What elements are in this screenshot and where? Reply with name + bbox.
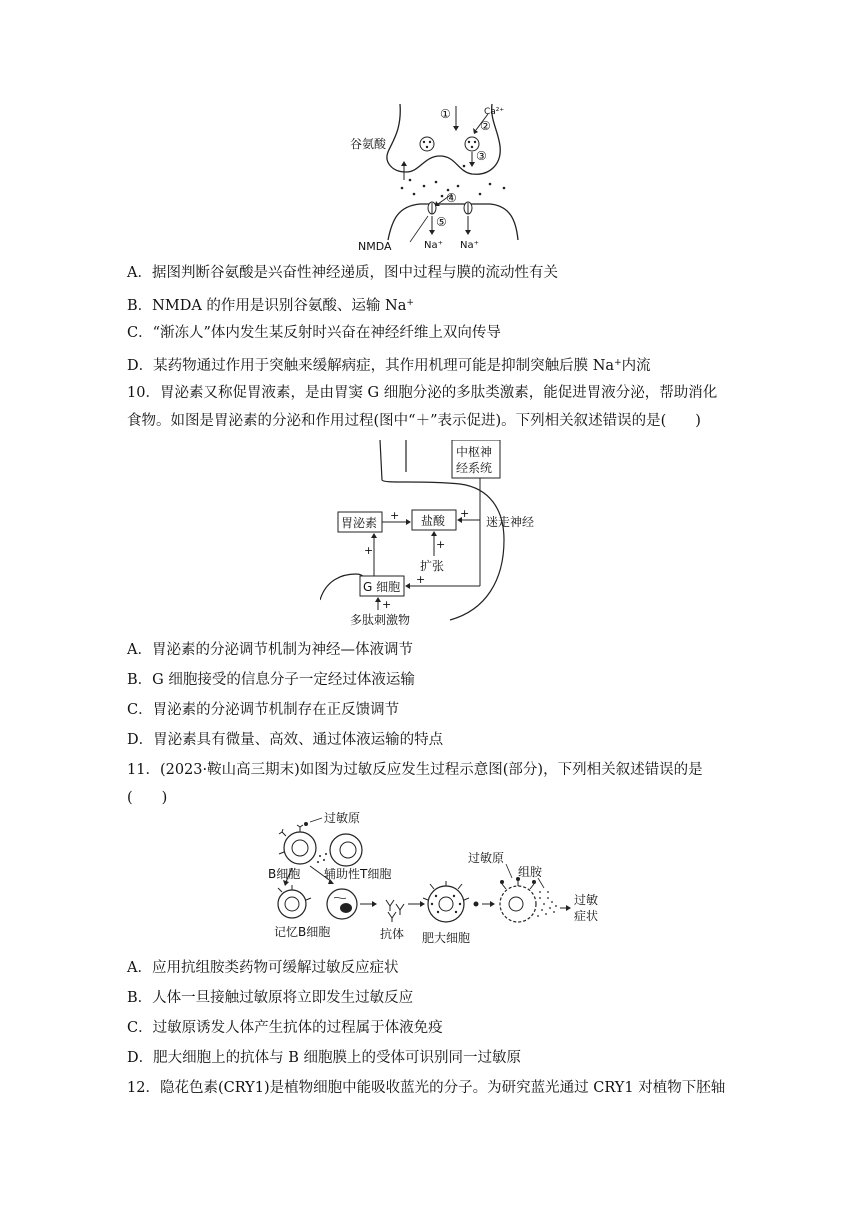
- activated-mast-cell: [500, 886, 536, 922]
- q11-option-c: C．过敏原诱发人体产生抗体的过程属于体液免疫: [127, 1020, 443, 1036]
- vesicle: [420, 137, 434, 151]
- label-step-5: ⑤: [436, 215, 447, 229]
- label-allergen-2: 过敏原: [468, 851, 505, 865]
- label-plus: +: [364, 544, 374, 557]
- allergy-diagram: [262, 812, 602, 954]
- q11-option-d: D．肥大细胞上的抗体与 B 细胞膜上的受体可识别同一过敏原: [127, 1050, 521, 1066]
- label-symptom-1: 过敏: [574, 893, 599, 907]
- gastrin-diagram: [320, 440, 550, 630]
- q10-option-a: A．胃泌素的分泌调节机制为神经—体液调节: [127, 642, 413, 658]
- label-plus: +: [382, 598, 392, 611]
- q9-option-b-sup: +: [406, 298, 414, 308]
- q11-option-a: A．应用抗组胺类药物可缓解过敏反应症状: [127, 960, 399, 976]
- q10-option-c: C．胃泌素的分泌调节机制存在正反馈调节: [127, 702, 400, 718]
- label-allergen-top: 过敏原: [324, 812, 361, 825]
- q9-option-b-text: B．NMDA 的作用是识别谷氨酸、运输 Na: [127, 298, 407, 314]
- label-step-4: ④: [446, 191, 457, 205]
- q10-stem-line-2: 食物。如图是胃泌素的分泌和作用过程(图中“＋”表示促进)。下列相关叙述错误的是( ): [127, 413, 701, 429]
- label-nmda: NMDA: [358, 240, 392, 253]
- label-mast-cell: 肥大细胞: [422, 931, 471, 945]
- q10-option-b: B．G 细胞接受的信息分子一定经过体液运输: [127, 672, 415, 688]
- b-cell: [284, 832, 316, 864]
- q11-stem-line-2: ( ): [127, 790, 168, 806]
- q9-option-a: A．据图判断谷氨酸是兴奋性神经递质，图中过程与膜的流动性有关: [127, 265, 558, 281]
- q9-option-d-text: D．某药物通过作用于突触来缓解病症，其作用机理可能是抑制突触后膜 Na: [127, 358, 615, 374]
- label-vagus: 迷走神经: [486, 515, 535, 529]
- q11-stem-line-1: 11．(2023·鞍山高三期末)如图为过敏反应发生过程示意图(部分)，下列相关叙述错误的是: [127, 762, 703, 778]
- label-gcell: G 细胞: [363, 580, 401, 594]
- q9-option-b: [127, 293, 414, 316]
- memory-b-cell: [278, 890, 306, 918]
- label-symptom-2: 症状: [574, 909, 599, 923]
- plasma-cell: [327, 889, 357, 919]
- label-cns-2: 经系统: [456, 461, 493, 475]
- q9-option-c: C．“渐冻人”体内发生某反射时兴奋在神经纤维上双向传导: [127, 325, 501, 341]
- label-plus: +: [436, 538, 446, 551]
- label-hcl: 盐酸: [421, 514, 446, 528]
- label-na-1: Na⁺: [424, 240, 443, 251]
- label-helper-t: 辅助性T细胞: [324, 867, 392, 881]
- label-plus: +: [390, 509, 400, 522]
- q9-option-d-tail: 内流: [621, 358, 651, 374]
- q9-option-d: [127, 353, 651, 376]
- label-memory-b: 记忆B细胞: [274, 925, 331, 939]
- label-b-cell: B细胞: [268, 867, 301, 881]
- label-na-2: Na⁺: [460, 240, 479, 251]
- label-step-1: ①: [440, 107, 451, 121]
- label-antibody: 抗体: [380, 927, 405, 941]
- label-step-3: ③: [476, 149, 487, 163]
- label-step-2: ②: [480, 119, 491, 133]
- label-histamine: 组胺: [518, 865, 543, 879]
- label-plus: +: [416, 573, 426, 586]
- mast-cell: [428, 886, 464, 922]
- helper-t-cell: [330, 834, 362, 866]
- label-ca: Ca²⁺: [484, 107, 505, 117]
- q12-stem-line-1: 12．隐花色素(CRY1)是植物细胞中能吸收蓝光的分子。为研究蓝光通过 CRY1 对植物下胚轴: [127, 1080, 726, 1096]
- q10-option-d: D．胃泌素具有微量、高效、通过体液运输的特点: [127, 732, 444, 748]
- postsynaptic-membrane: [388, 204, 518, 240]
- label-expand: 扩张: [420, 559, 445, 573]
- label-gastrin: 胃泌素: [341, 516, 378, 530]
- label-peptide: 多肽刺激物: [350, 613, 411, 627]
- synapse-diagram: [340, 100, 530, 260]
- q9-option-d-sup: +: [614, 358, 622, 368]
- q10-stem-line-1: 10．胃泌素又称促胃液素，是由胃窦 G 细胞分泌的多肽类激素，能促进胃液分泌，帮助消化: [127, 385, 718, 401]
- label-glutamate: 谷氨酸: [350, 137, 387, 151]
- q11-option-b: B．人体一旦接触过敏原将立即发生过敏反应: [127, 990, 414, 1006]
- label-plus: +: [460, 507, 470, 520]
- label-cns-1: 中枢神: [456, 445, 493, 459]
